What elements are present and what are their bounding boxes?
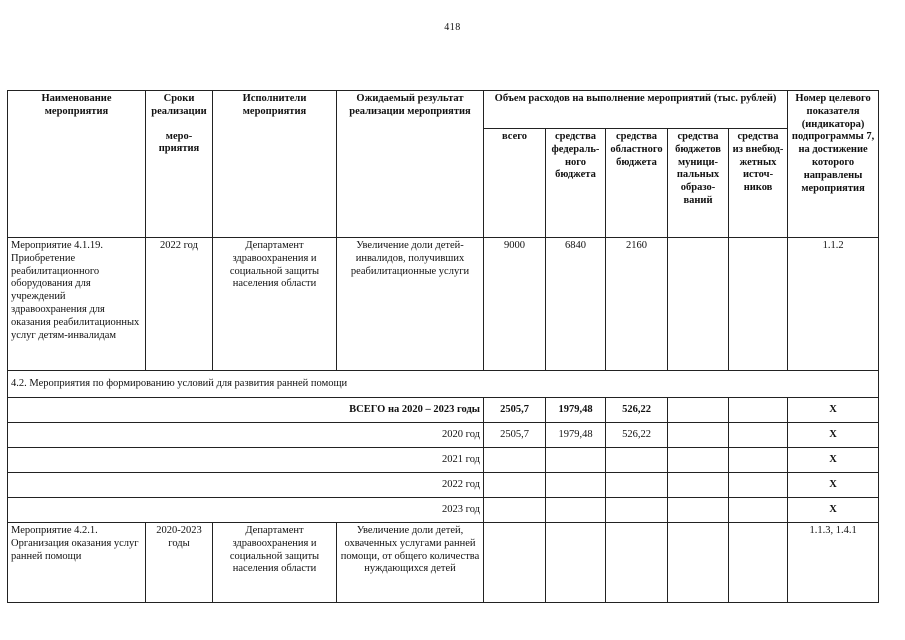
year-municipal	[668, 423, 729, 448]
measure-result: Увеличение доли детей, охваченных услугами ранней помощи, от общего количества нуждающихся детей	[337, 523, 484, 603]
measure-federal: 6840	[546, 238, 606, 371]
year-regional	[606, 473, 668, 498]
measure-total: 9000	[484, 238, 546, 371]
year-extrabudget	[729, 423, 788, 448]
header-regional: средства областного бюджета	[606, 129, 668, 238]
year-total	[484, 448, 546, 473]
year-indicator: Х	[788, 448, 879, 473]
measure-extrabudget	[729, 238, 788, 371]
measure-municipal	[668, 523, 729, 603]
measure-terms: 2022 год	[146, 238, 213, 371]
measure-executor: Департамент здравоохранения и социальной защиты населения области	[213, 523, 337, 603]
header-expected-result: Ожидаемый результат реализации мероприятия	[337, 91, 484, 238]
year-indicator: Х	[788, 423, 879, 448]
page-number: 418	[444, 22, 461, 33]
measure-name: Мероприятие 4.2.1. Организация оказания услуг ранней помощи	[8, 523, 146, 603]
year-label: 2023 год	[8, 498, 484, 523]
year-row-2020	[8, 423, 879, 448]
year-regional: 526,22	[606, 423, 668, 448]
header-extrabudget: средства из внебюд-жетных источ-ников	[729, 129, 788, 238]
totals-extrabudget	[729, 398, 788, 423]
totals-regional: 526,22	[606, 398, 668, 423]
header-name: Наименование мероприятия	[8, 91, 146, 238]
year-municipal	[668, 448, 729, 473]
year-total	[484, 473, 546, 498]
header-indicator: Номер целевого показателя (индикатора) подпрограммы 7, на достижение которого направлены мероприятия	[788, 91, 879, 238]
totals-row	[8, 398, 879, 423]
header-federal: средства федераль-ного бюджета	[546, 129, 606, 238]
measure-name: Мероприятие 4.1.19. Приобретение реабилитационного оборудования для учреждений здравоохранения для оказания реабилитационных услуг детям-инвалидам	[8, 238, 146, 371]
year-municipal	[668, 473, 729, 498]
header-total: всего	[484, 129, 546, 238]
measure-executor: Департамент здравоохранения и социальной защиты населения области	[213, 238, 337, 371]
measure-municipal	[668, 238, 729, 371]
totals-label: ВСЕГО на 2020 – 2023 годы	[8, 398, 484, 423]
table-row-measure-4-1-19	[8, 238, 879, 371]
header-executors: Исполнители мероприятия	[213, 91, 337, 238]
year-federal	[546, 473, 606, 498]
measure-result: Увеличение доли детей-инвалидов, получивших реабилитационные услуги	[337, 238, 484, 371]
year-label: 2022 год	[8, 473, 484, 498]
measure-federal	[546, 523, 606, 603]
year-extrabudget	[729, 448, 788, 473]
year-indicator: Х	[788, 498, 879, 523]
measure-regional	[606, 523, 668, 603]
measure-total	[484, 523, 546, 603]
year-federal	[546, 448, 606, 473]
year-federal: 1979,48	[546, 423, 606, 448]
year-indicator: Х	[788, 473, 879, 498]
section-row	[8, 371, 879, 398]
year-regional	[606, 448, 668, 473]
year-regional	[606, 498, 668, 523]
measure-extrabudget	[729, 523, 788, 603]
measures-table	[7, 90, 879, 603]
totals-total: 2505,7	[484, 398, 546, 423]
measure-regional: 2160	[606, 238, 668, 371]
year-extrabudget	[729, 498, 788, 523]
year-total: 2505,7	[484, 423, 546, 448]
totals-municipal	[668, 398, 729, 423]
year-municipal	[668, 498, 729, 523]
header-expenses-group: Объем расходов на выполнение мероприятий (тыс. рублей)	[484, 91, 788, 129]
year-row-2022	[8, 473, 879, 498]
year-label: 2020 год	[8, 423, 484, 448]
header-municipal: средства бюджетов муници-пальных образо-ваний	[668, 129, 729, 238]
year-row-2023	[8, 498, 879, 523]
header-row-1	[8, 91, 879, 129]
measure-indicator: 1.1.3, 1.4.1	[788, 523, 879, 603]
header-terms-top: Сроки реализации	[146, 91, 213, 129]
table-row-measure-4-2-1	[8, 523, 879, 603]
year-label: 2021 год	[8, 448, 484, 473]
totals-federal: 1979,48	[546, 398, 606, 423]
header-terms-bottom: меро-приятия	[146, 129, 213, 238]
year-extrabudget	[729, 473, 788, 498]
year-total	[484, 498, 546, 523]
totals-indicator: Х	[788, 398, 879, 423]
measure-indicator: 1.1.2	[788, 238, 879, 371]
measure-terms: 2020-2023 годы	[146, 523, 213, 603]
year-row-2021	[8, 448, 879, 473]
section-heading: 4.2. Мероприятия по формированию условий для развития ранней помощи	[8, 371, 879, 398]
year-federal	[546, 498, 606, 523]
